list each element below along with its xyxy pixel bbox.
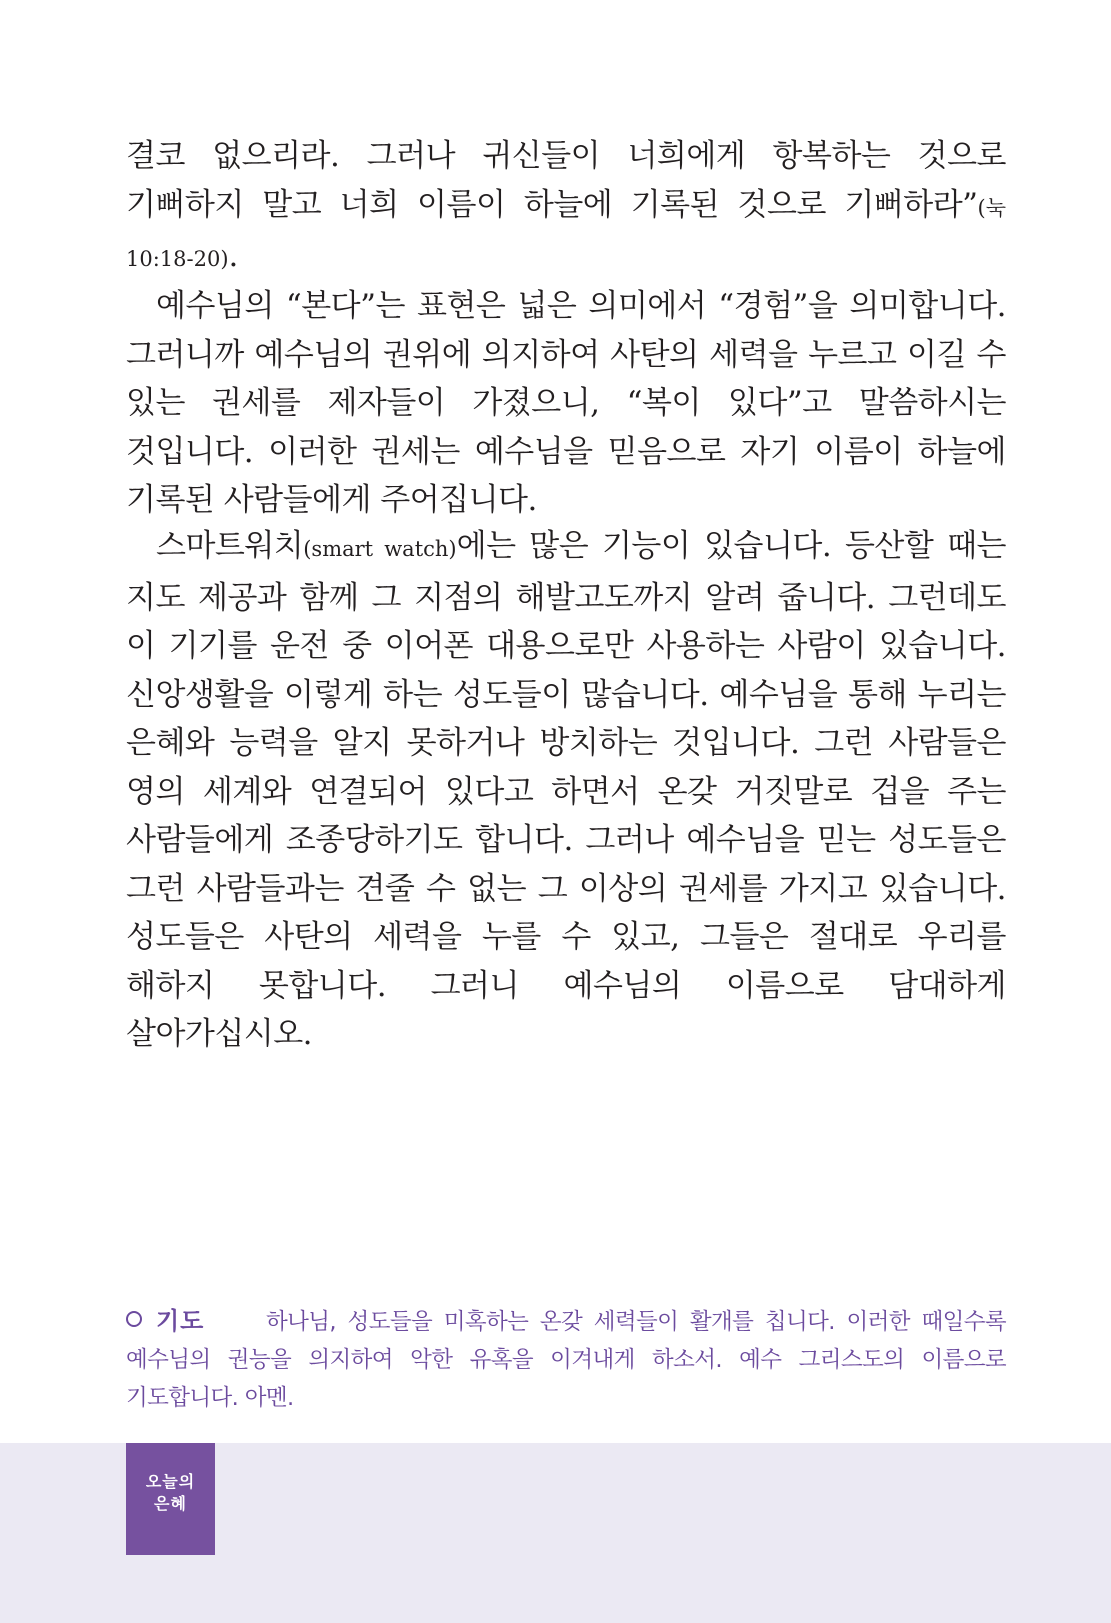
paragraph-scripture-end bbox=[126, 132, 1006, 284]
prayer-label: 기도 bbox=[156, 1307, 205, 1335]
scripture-period: . bbox=[228, 238, 238, 274]
paragraph-illustration-start: 스마트워치 bbox=[156, 528, 304, 564]
scripture-text: 결코 없으리라. 그러나 귀신들이 너희에게 항복하는 것으로 기뻐하지 말고 너희 이름이 하늘에 기록된 것으로 기뻐하라” bbox=[126, 138, 1006, 223]
prayer-section bbox=[126, 1302, 1006, 1417]
footer-badge-line1: 오늘의 bbox=[145, 1472, 196, 1491]
circle-bullet-icon bbox=[126, 1311, 142, 1327]
footer-badge-line2: 은혜 bbox=[154, 1494, 187, 1513]
paragraph-illustration-rest: 에는 많은 기능이 있습니다. 등산할 때는 지도 제공과 함께 그 지점의 해발고도까지 알려 줍니다. 그런데도 이 기기를 운전 중 이어폰 대용으로만 사용하는 사람이 있습니다. 신앙생활을 이렇게 하는 성도들이 많습니다. 예수님을 통해 누리는 은혜와 능력을 알지 못하거나 방치하는 것입니다. 그런 사람들은 영의 세계와 연결되어 있다고 하면서 온갖 거짓말로 겁을 주는 사람들에게 조종당하기도 합니다. 그러나 예수님을 믿는 성도들은 그런 사람들과는 견줄 수 없는 그 이상의 권세를 가지고 있습니다. 성도들은 사탄의 세력을 누를 수 있고, 그들은 절대로 우리를 해하지 못합니다. 그러니 예수님의 이름으로 담대하게 살아가십시오. bbox=[126, 528, 1006, 1052]
paragraph-explanation: 예수님의 “본다”는 표현은 넓은 의미에서 “경험”을 의미합니다. 그러니까 예수님의 권위에 의지하여 사탄의 세력을 누르고 이길 수 있는 권세를 제자들이 가졌으니, “복이 있다”고 말씀하시는 것입니다. 이러한 권세는 예수님을 믿음으로 자기 이름이 하늘에 기록된 사람들에게 주어집니다. bbox=[126, 288, 1006, 518]
paragraph-illustration-paren: (smart watch) bbox=[303, 537, 457, 561]
prayer-text: 하나님, 성도들을 미혹하는 온갖 세력들이 활개를 칩니다. 이러한 때일수록 예수님의 권능을 의지하여 악한 유혹을 이겨내게 하소서. 예수 그리스도의 이름으로 기도합니다. 아멘. bbox=[126, 1309, 1006, 1411]
footer-badge bbox=[126, 1443, 215, 1555]
paragraph-illustration bbox=[126, 522, 1006, 1059]
scripture-reference: (눅 10:18-20) bbox=[126, 195, 1006, 271]
